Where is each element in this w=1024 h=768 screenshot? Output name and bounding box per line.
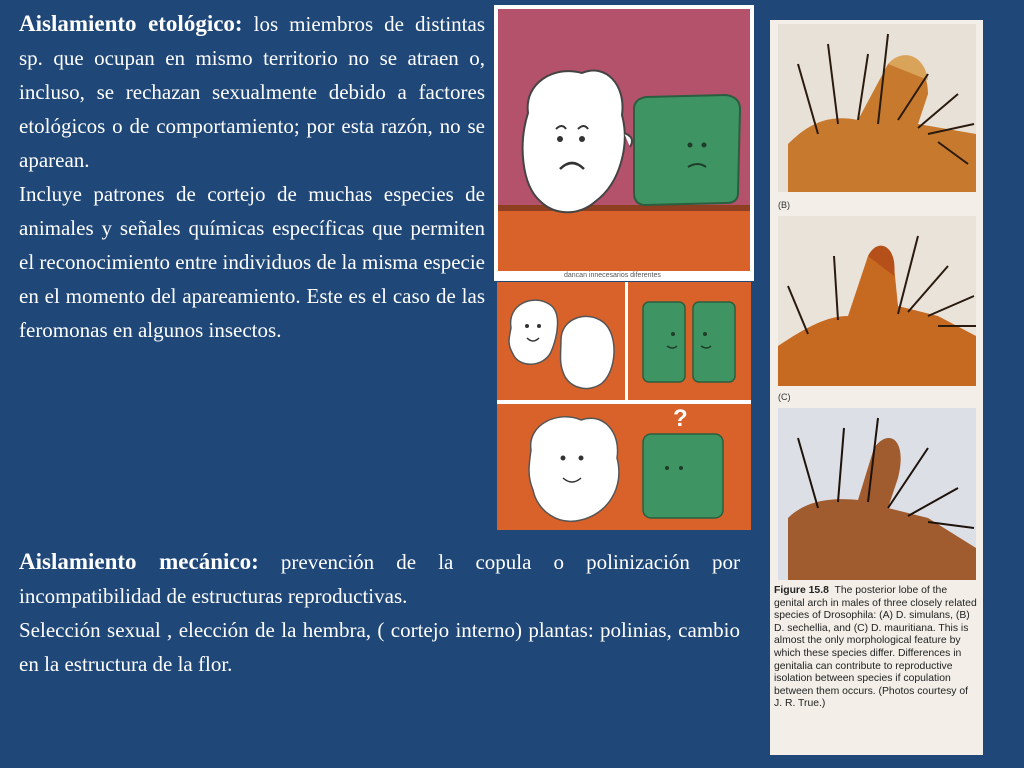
etologico-section <box>19 7 485 347</box>
label-b: (B) <box>778 200 790 210</box>
cartoon-rejection-image <box>494 5 754 281</box>
etologico-detail: Incluye patrones de cortejo de muchas especies de animales y señales químicas específicas que permiten el reconocimiento entre individuos de la misma especie en el momento del apareamiento. Este es el caso de las feromonas en algunos insectos. <box>19 182 485 342</box>
green-block-character <box>634 95 740 205</box>
green-block-confused <box>643 434 723 518</box>
etologico-intro: los miembros de distintas sp. que ocupan en mismo territorio no se atraen o, incluso, se rechazan sexualmente debido a factores etológicos o de comportamiento; por esta razón, no se aparean. <box>19 12 486 172</box>
label-c: (C) <box>778 392 791 402</box>
drosophila-figure <box>770 20 983 755</box>
cartoon-panels-image <box>497 282 751 530</box>
mecanico-heading: Aislamiento mecánico: <box>19 549 259 574</box>
mecanico-intro: prevención de la copula o polinización por incompatibilidad de estructuras reproductivas. <box>19 550 741 608</box>
photo-c-genital-arch <box>778 408 976 580</box>
mecanico-section <box>19 545 740 681</box>
figure-caption-text: The posterior lobe of the genital arch in males of three closely related species of Drosophila: (A) D. simulans, (B) D. sechellia, and (C) D. mauritiana. This is almost the only morphological feature by which these species differ. Differences in genitalia can contribute to reproductive isolation between species if copulation between them occurs. (Photos courtesy of J. R. True.) <box>774 585 977 710</box>
question-mark: ? <box>673 405 688 432</box>
cartoon-caption: dancan innecesarios diferentes <box>564 272 661 279</box>
etologico-heading: Aislamiento etológico: <box>19 11 243 36</box>
white-blob-confused <box>529 417 619 522</box>
figure-caption <box>774 585 979 711</box>
photo-b-genital-arch <box>778 216 976 386</box>
figure-caption-title: Figure 15.8 <box>774 585 829 596</box>
photo-a-genital-arch <box>778 24 976 192</box>
mecanico-detail: Selección sexual , elección de la hembra, ( cortejo interno) plantas: polinias, cambio en la estructura de la flor. <box>19 618 740 676</box>
